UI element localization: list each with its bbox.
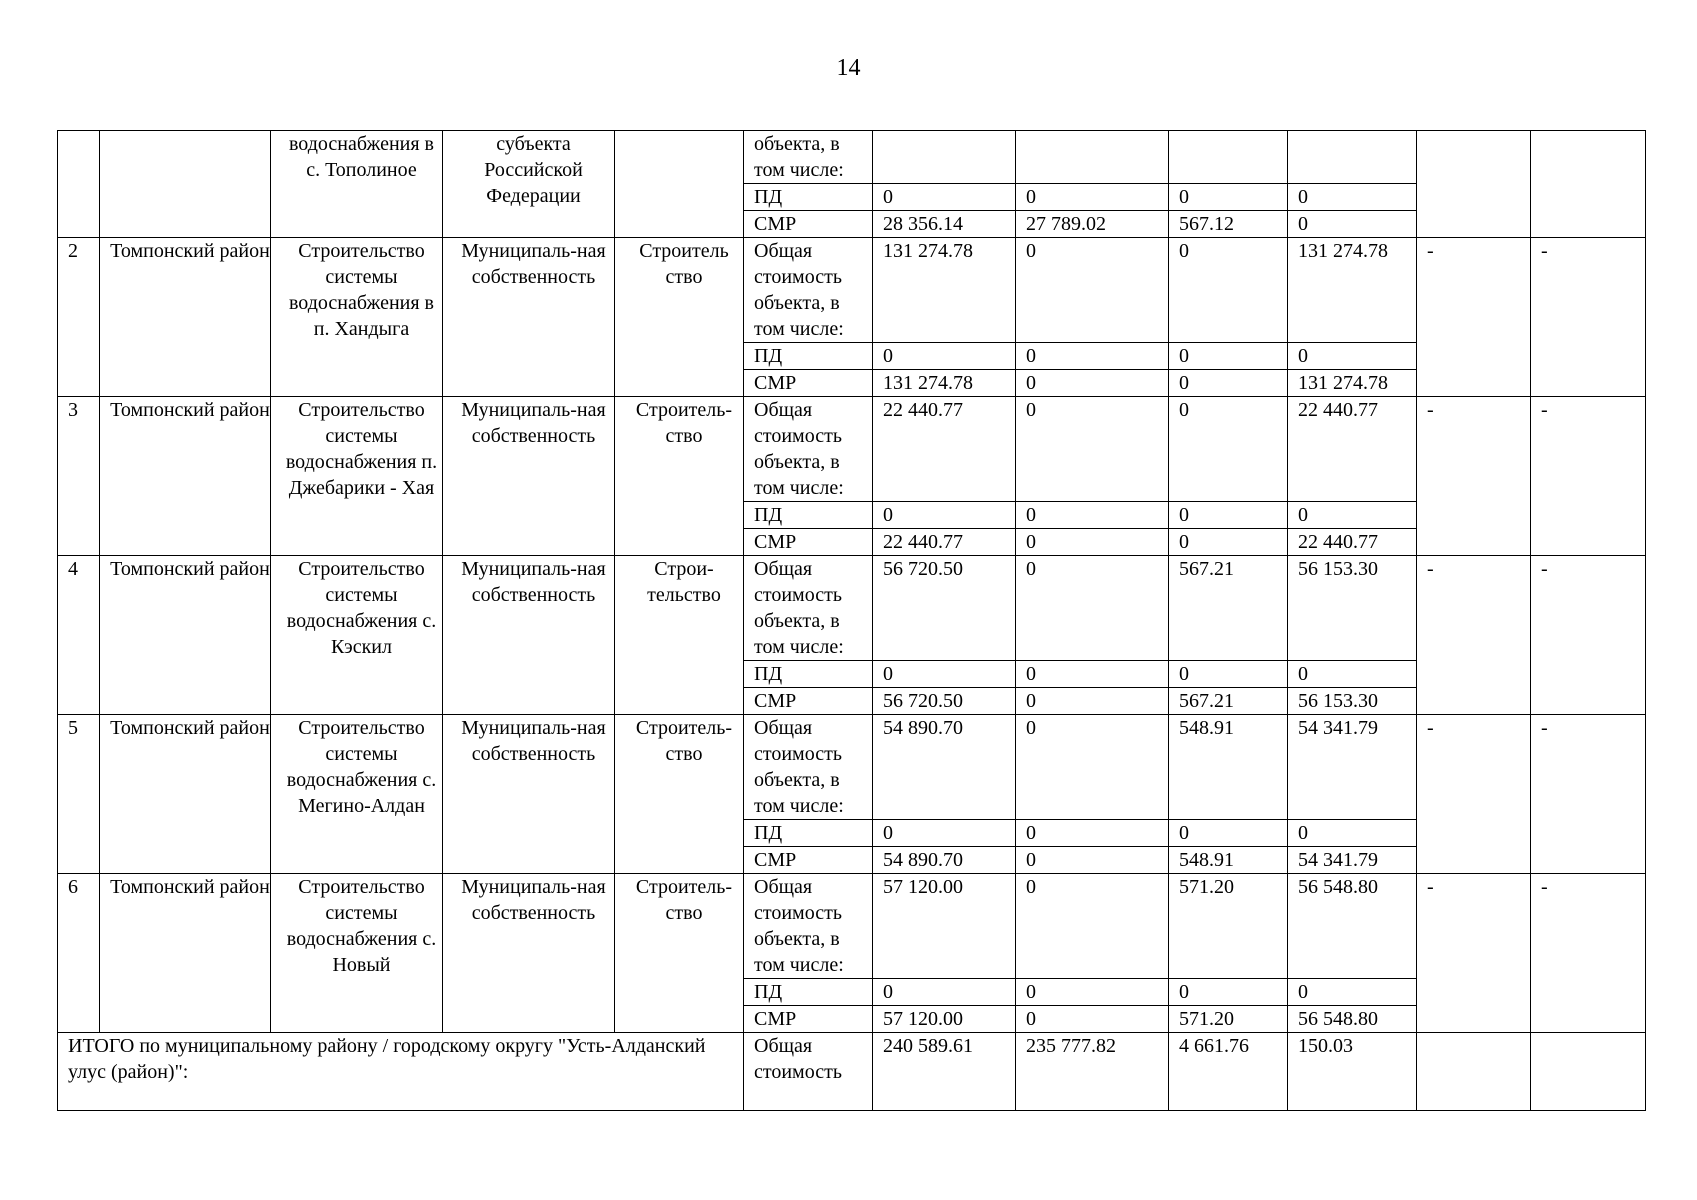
cell-value: 131 274.78 [873, 370, 1016, 397]
object-row-total [58, 238, 1646, 343]
cell-object-name: Строительство системы водоснабжения в п. Хандыга [271, 238, 443, 397]
cell-value: 56 153.30 [1288, 556, 1417, 661]
cell-value: 548.91 [1169, 847, 1288, 874]
cell-value: 567.21 [1169, 556, 1288, 661]
cell-value: 571.20 [1169, 1006, 1288, 1033]
cell-type [615, 131, 744, 238]
cell-ownership: Муниципаль-ная собственность [443, 397, 615, 556]
cell-num: 5 [58, 715, 100, 874]
cell-value: 0 [1016, 502, 1169, 529]
cell-smr-label: СМР [744, 529, 873, 556]
cell-extra-1: - [1417, 238, 1531, 397]
cell-value: 0 [1169, 238, 1288, 343]
cell-district: Томпонский район [100, 397, 271, 556]
cell-value: 0 [1016, 661, 1169, 688]
cell-value: 0 [1016, 556, 1169, 661]
cell-value: 0 [1288, 979, 1417, 1006]
cell-extra-2 [1531, 131, 1646, 238]
cell-value: 0 [1169, 370, 1288, 397]
cell-value: 0 [1169, 661, 1288, 688]
cell-extra-2: - [1531, 556, 1646, 715]
cell-value: 54 341.79 [1288, 715, 1417, 820]
cell-cost-label: объекта, в том числе: [744, 131, 873, 184]
cell-value: 0 [1016, 238, 1169, 343]
grand-total-cost-label: Общая стоимость [744, 1033, 873, 1111]
cell-object-name: Строительство системы водоснабжения с. Мегино-Алдан [271, 715, 443, 874]
cell-value: 0 [1288, 343, 1417, 370]
cell-cost-label: Общая стоимость объекта, в том числе: [744, 715, 873, 820]
cell-district [100, 131, 271, 238]
cell-pd-label: ПД [744, 184, 873, 211]
cell-value: 0 [1288, 661, 1417, 688]
cell-num: 6 [58, 874, 100, 1033]
cell-value [1169, 131, 1288, 184]
cell-value: 0 [1169, 529, 1288, 556]
cell-object-name: Строительство системы водоснабжения с. Новый [271, 874, 443, 1033]
grand-total-row [58, 1033, 1646, 1111]
cell-value: 54 890.70 [873, 715, 1016, 820]
cell-extra-2: - [1531, 397, 1646, 556]
cell-ownership: Муниципаль-ная собственность [443, 556, 615, 715]
cell-ownership: Муниципаль-ная собственность [443, 874, 615, 1033]
cell-pd-label: ПД [744, 661, 873, 688]
cell-smr-label: СМР [744, 1006, 873, 1033]
cell-extra-1 [1417, 131, 1531, 238]
cell-value: 131 274.78 [1288, 238, 1417, 343]
grand-total-label: ИТОГО по муниципальному району / городскому округу "Усть-Алданский улус (район)": [58, 1033, 744, 1111]
cell-object-name: водоснабжения в с. Тополиное [271, 131, 443, 238]
object-row-total [58, 715, 1646, 820]
cell-value [1016, 131, 1169, 184]
grand-total-value: 240 589.61 [873, 1033, 1016, 1111]
cell-pd-label: ПД [744, 979, 873, 1006]
grand-total-value: 4 661.76 [1169, 1033, 1288, 1111]
cell-pd-label: ПД [744, 343, 873, 370]
object-row-total [58, 874, 1646, 979]
cell-extra-2 [1531, 1033, 1646, 1111]
cell-value: 0 [1016, 1006, 1169, 1033]
cell-extra-1 [1417, 1033, 1531, 1111]
cell-value: 0 [1288, 502, 1417, 529]
cell-value: 0 [873, 343, 1016, 370]
cell-value: 0 [873, 184, 1016, 211]
cell-num: 3 [58, 397, 100, 556]
cell-value: 0 [1169, 979, 1288, 1006]
cell-smr-label: СМР [744, 847, 873, 874]
cell-num [58, 131, 100, 238]
cell-num: 4 [58, 556, 100, 715]
cell-type: Строитель ство [615, 238, 744, 397]
cell-value: 28 356.14 [873, 211, 1016, 238]
cell-smr-label: СМР [744, 688, 873, 715]
cell-extra-1: - [1417, 874, 1531, 1033]
cell-cost-label: Общая стоимость объекта, в том числе: [744, 238, 873, 343]
cell-value: 0 [1169, 502, 1288, 529]
cell-value: 0 [1016, 343, 1169, 370]
cell-cost-label: Общая стоимость объекта, в том числе: [744, 397, 873, 502]
cell-num: 2 [58, 238, 100, 397]
cell-value: 0 [1169, 184, 1288, 211]
cell-value: 56 548.80 [1288, 1006, 1417, 1033]
cell-district: Томпонский район [100, 874, 271, 1033]
cell-value: 0 [1288, 211, 1417, 238]
cell-value: 56 153.30 [1288, 688, 1417, 715]
continuation-row-total [58, 131, 1646, 184]
cell-value: 0 [1016, 874, 1169, 979]
cell-value: 0 [1016, 184, 1169, 211]
investment-table [57, 130, 1646, 1111]
cell-value: 0 [1288, 820, 1417, 847]
cell-extra-2: - [1531, 238, 1646, 397]
cell-value: 57 120.00 [873, 874, 1016, 979]
cell-value: 0 [1016, 397, 1169, 502]
cell-type: Строи-тельство [615, 556, 744, 715]
cell-value: 0 [1169, 343, 1288, 370]
cell-value: 0 [1169, 820, 1288, 847]
grand-total-value: 150.03 [1288, 1033, 1417, 1111]
object-row-total [58, 556, 1646, 661]
cell-value: 0 [873, 820, 1016, 847]
cell-type: Строитель-ство [615, 874, 744, 1033]
cell-value: 0 [1016, 715, 1169, 820]
cell-smr-label: СМР [744, 370, 873, 397]
cell-ownership: субъекта Российской Федерации [443, 131, 615, 238]
cell-cost-label: Общая стоимость объекта, в том числе: [744, 874, 873, 979]
cell-extra-1: - [1417, 556, 1531, 715]
cell-value: 0 [1016, 820, 1169, 847]
cell-value: 22 440.77 [873, 397, 1016, 502]
cell-cost-label: Общая стоимость объекта, в том числе: [744, 556, 873, 661]
cell-smr-label: СМР [744, 211, 873, 238]
cell-value: 0 [1016, 370, 1169, 397]
cell-value: 56 720.50 [873, 556, 1016, 661]
cell-type: Строитель-ство [615, 397, 744, 556]
grand-total-value: 235 777.82 [1016, 1033, 1169, 1111]
cell-value: 0 [1016, 688, 1169, 715]
cell-value: 548.91 [1169, 715, 1288, 820]
cell-ownership: Муниципаль-ная собственность [443, 715, 615, 874]
cell-value: 571.20 [1169, 874, 1288, 979]
cell-value: 0 [1169, 397, 1288, 502]
cell-object-name: Строительство системы водоснабжения п. Джебарики - Хая [271, 397, 443, 556]
cell-object-name: Строительство системы водоснабжения с. Кэскил [271, 556, 443, 715]
cell-value: 0 [1016, 847, 1169, 874]
cell-pd-label: ПД [744, 502, 873, 529]
cell-pd-label: ПД [744, 820, 873, 847]
cell-district: Томпонский район [100, 556, 271, 715]
cell-value: 0 [873, 661, 1016, 688]
cell-district: Томпонский район [100, 238, 271, 397]
cell-value: 56 720.50 [873, 688, 1016, 715]
cell-value [873, 131, 1016, 184]
cell-value: 57 120.00 [873, 1006, 1016, 1033]
cell-value: 567.21 [1169, 688, 1288, 715]
cell-value: 0 [1016, 979, 1169, 1006]
cell-extra-1: - [1417, 715, 1531, 874]
cell-value: 567.12 [1169, 211, 1288, 238]
cell-value: 0 [1288, 184, 1417, 211]
cell-district: Томпонский район [100, 715, 271, 874]
cell-value: 22 440.77 [873, 529, 1016, 556]
cell-value: 54 890.70 [873, 847, 1016, 874]
cell-extra-1: - [1417, 397, 1531, 556]
cell-type: Строитель-ство [615, 715, 744, 874]
cell-ownership: Муниципаль-ная собственность [443, 238, 615, 397]
cell-value: 22 440.77 [1288, 529, 1417, 556]
cell-value: 54 341.79 [1288, 847, 1417, 874]
cell-value: 131 274.78 [1288, 370, 1417, 397]
object-row-total [58, 397, 1646, 502]
cell-value [1288, 131, 1417, 184]
cell-value: 0 [1016, 529, 1169, 556]
cell-extra-2: - [1531, 874, 1646, 1033]
cell-extra-2: - [1531, 715, 1646, 874]
cell-value: 27 789.02 [1016, 211, 1169, 238]
cell-value: 131 274.78 [873, 238, 1016, 343]
cell-value: 0 [873, 979, 1016, 1006]
cell-value: 56 548.80 [1288, 874, 1417, 979]
page-number: 14 [836, 55, 861, 81]
cell-value: 22 440.77 [1288, 397, 1417, 502]
cell-value: 0 [873, 502, 1016, 529]
